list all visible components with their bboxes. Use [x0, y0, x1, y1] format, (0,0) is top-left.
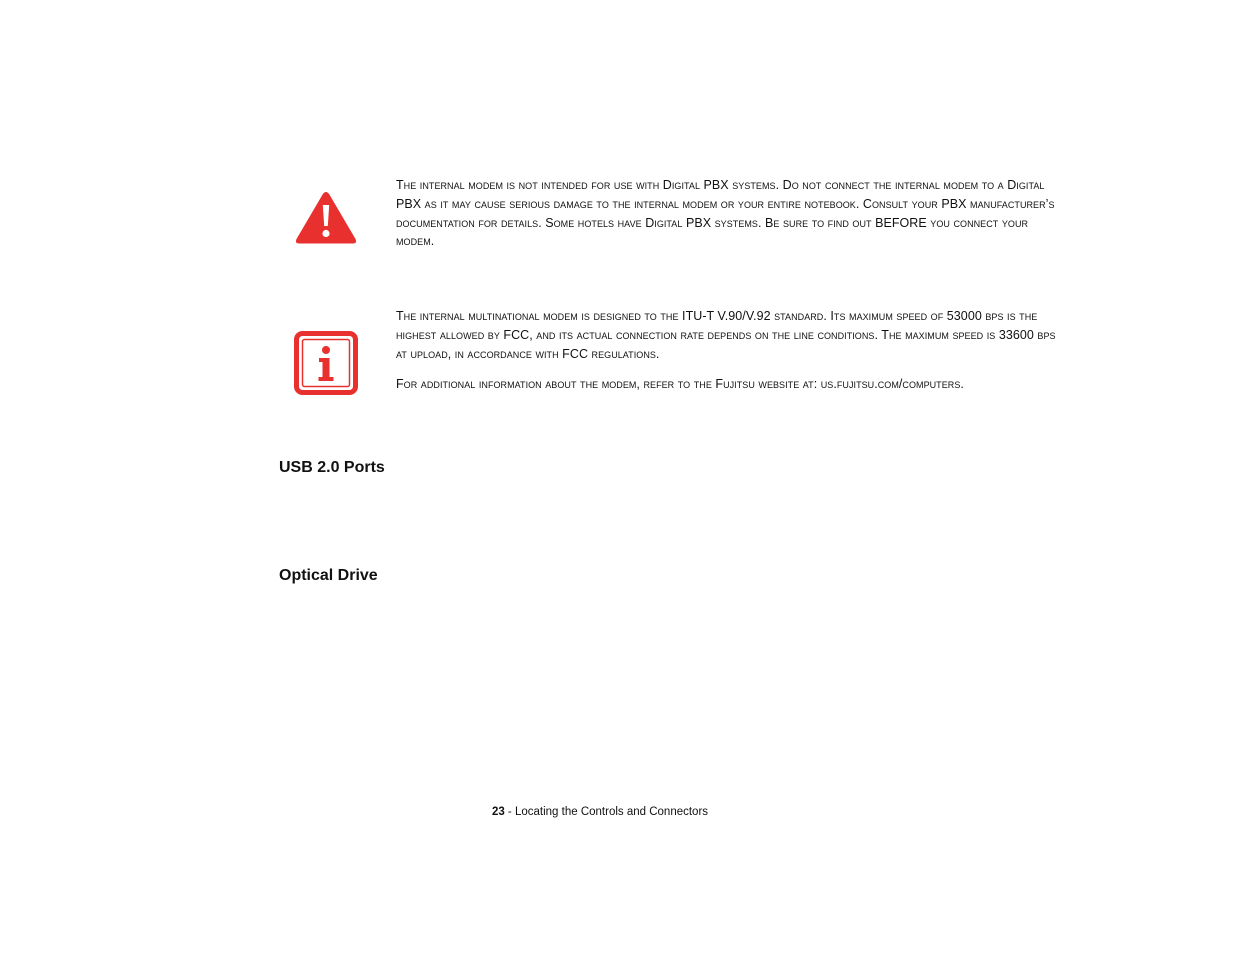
- page-number: 23: [491, 806, 505, 818]
- footer-chapter-title: Locating the Controls and Connectors: [514, 806, 709, 818]
- info-note: [396, 307, 1056, 394]
- page-footer: [0, 806, 1200, 818]
- info-note-website-text: For additional information about the modem, refer to the Fujitsu website at: us.fujitsu.com/computers.: [396, 377, 964, 392]
- info-icon: [294, 331, 358, 395]
- warning-triangle-icon: [294, 190, 358, 246]
- footer-separator: -: [504, 806, 515, 818]
- usb-ports-heading: USB 2.0 Ports: [279, 459, 385, 476]
- optical-drive-heading: Optical Drive: [279, 567, 378, 584]
- warning-note-text: The internal modem is not intended for use with Digital PBX systems. Do not connect the internal modem to a Digital PBX as it may cause serious damage to the internal modem or your entire notebook. Consult your PBX manufacturer’s documentation for details. Some hotels have Digital PBX systems. Be sure to find out BEFORE you connect your modem.: [396, 178, 1055, 249]
- info-note-text: The internal multinational modem is designed to the ITU-T V.90/V.92 standard. Its maximum speed of 53000 bps is the highest allowed by FCC, and its actual connection rate depends on the line conditions. The maximum speed is 33600 bps at upload, in accordance with FCC regulations.: [396, 309, 1056, 361]
